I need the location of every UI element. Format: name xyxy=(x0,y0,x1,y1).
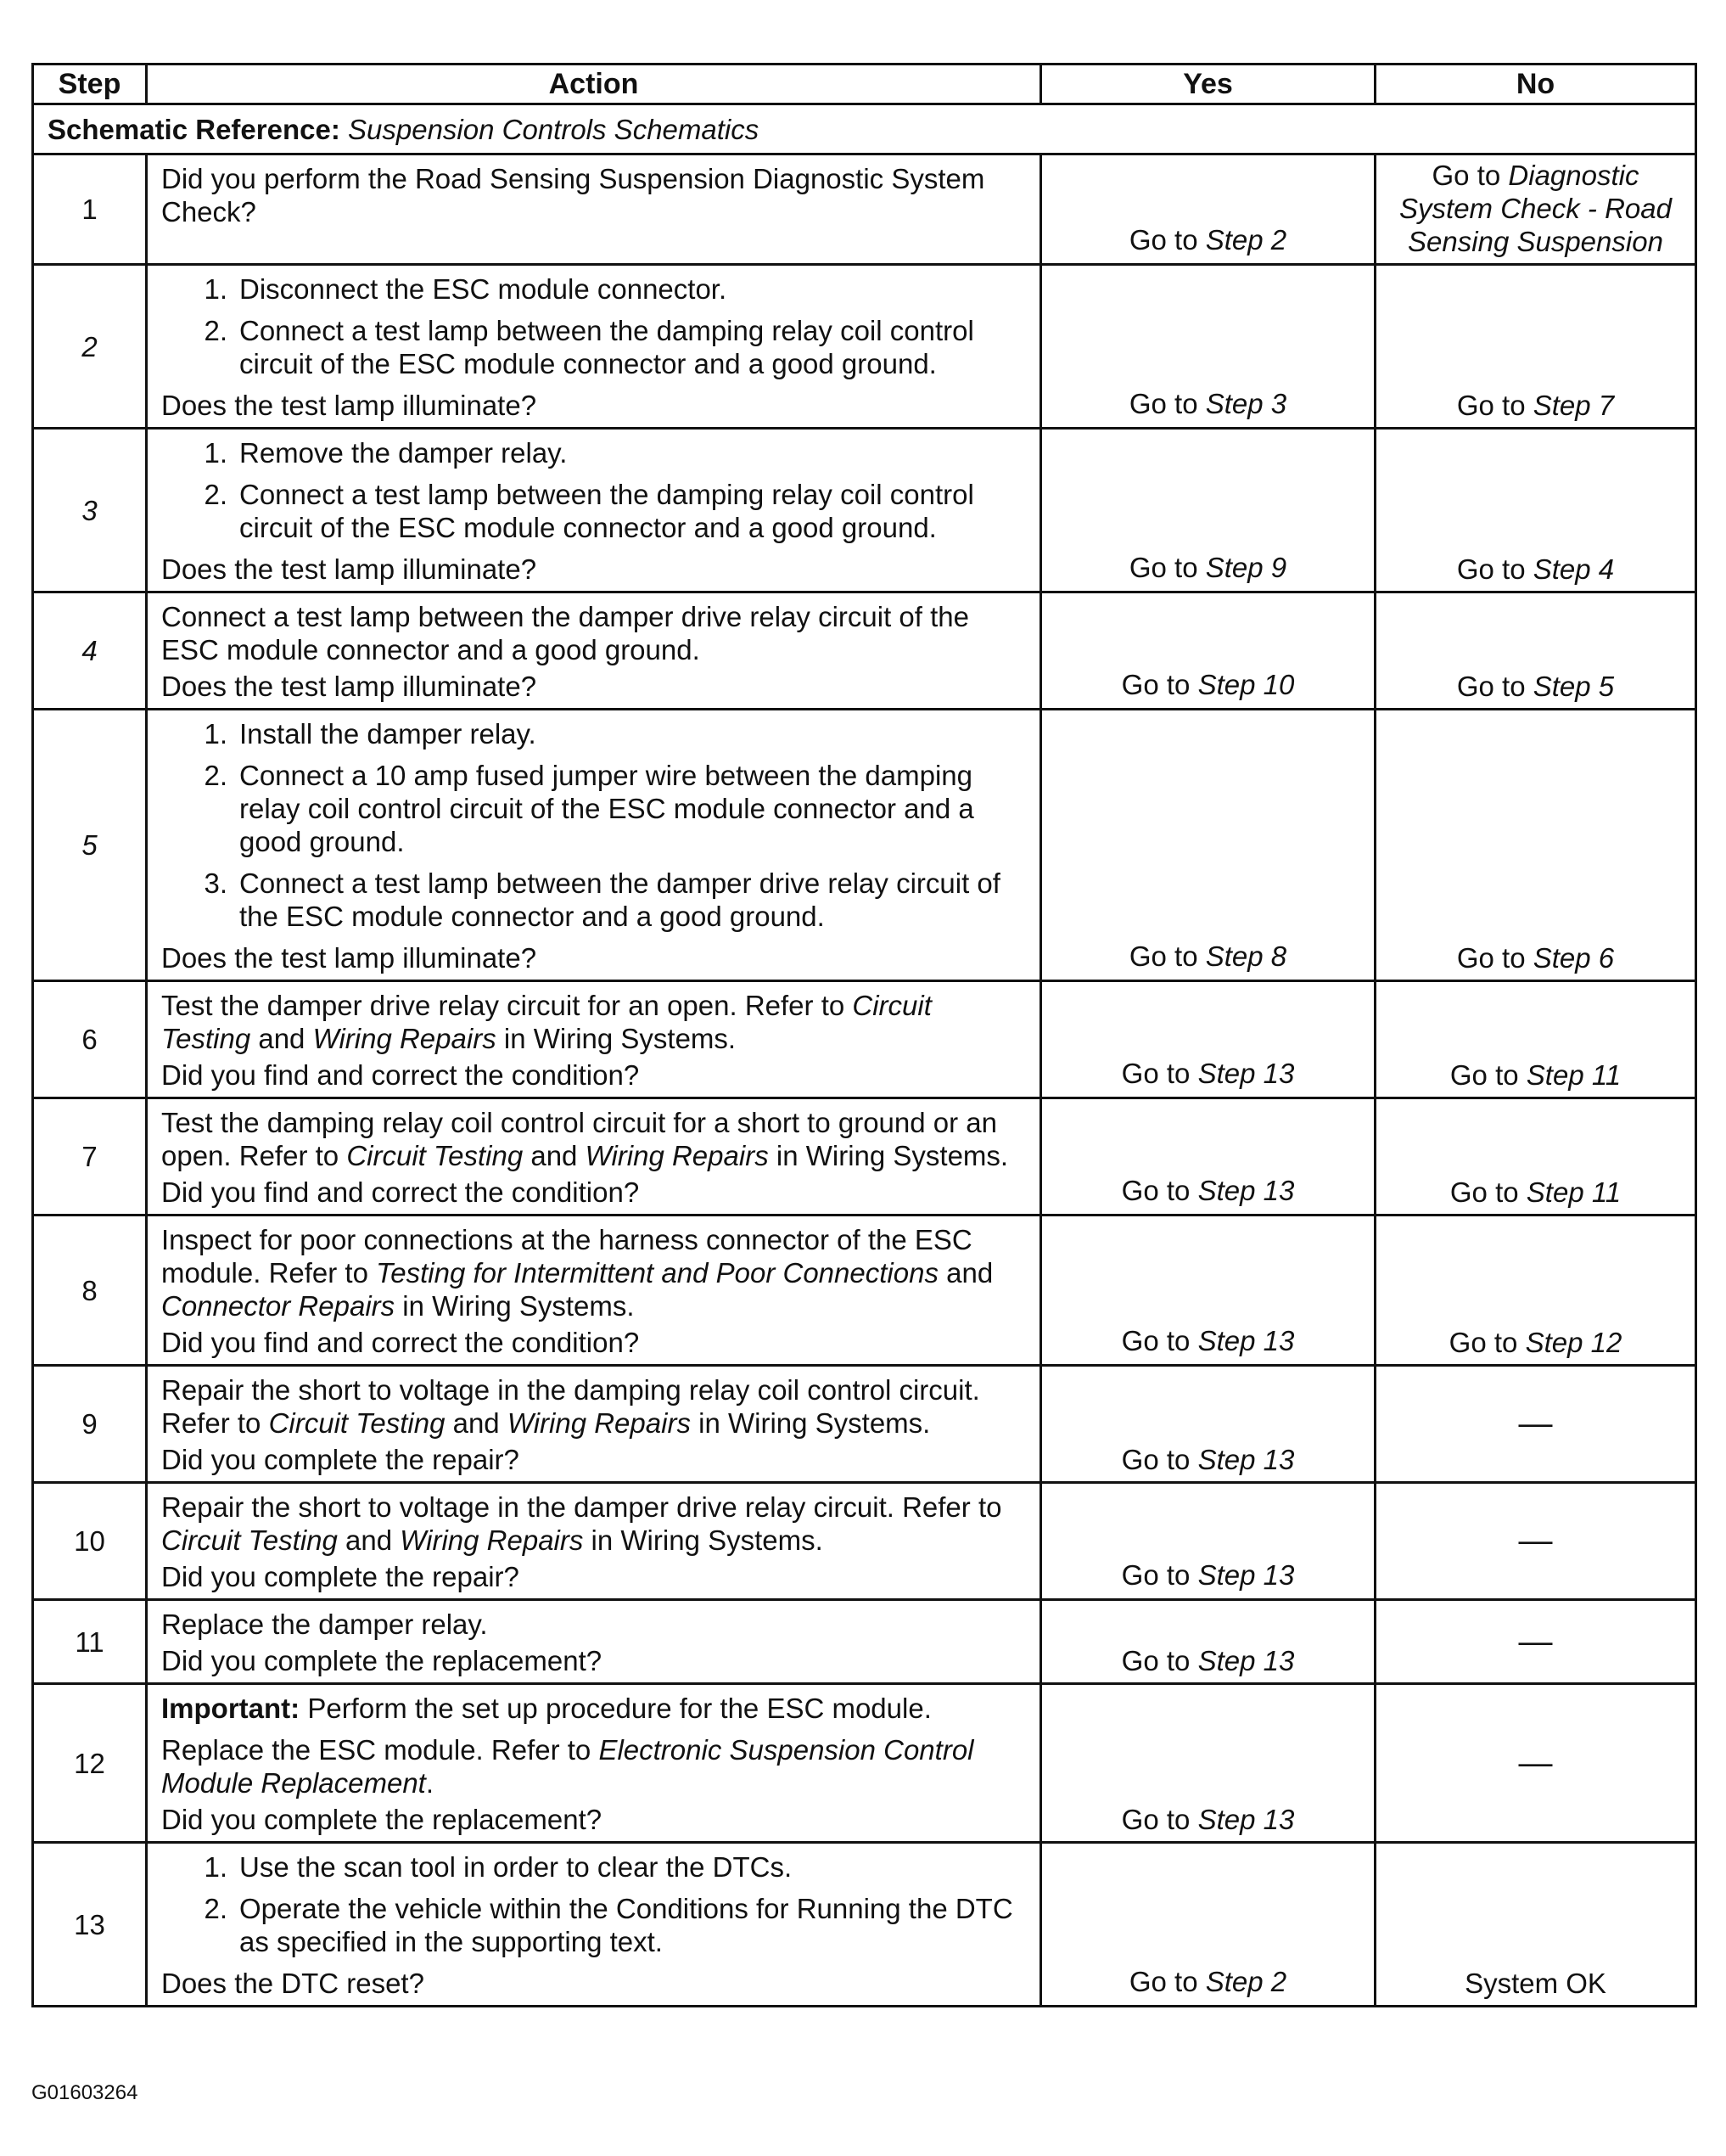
yes-text: Go to xyxy=(1129,1966,1206,1997)
table-row xyxy=(33,592,1696,710)
action-text: and xyxy=(938,1257,994,1289)
action-text: Inspect for poor connections at the harness connector of the ESC module. Refer to xyxy=(161,1224,972,1289)
list-item-text: Operate the vehicle within the Conditions for Running the DTC as specified in the supporting text. xyxy=(239,1893,1013,1957)
schematic-reference-row xyxy=(33,104,1696,154)
reference-link[interactable]: Wiring Repairs xyxy=(400,1524,584,1556)
action-text: in Wiring Systems. xyxy=(583,1524,823,1556)
list-item xyxy=(161,1850,1028,1884)
list-item xyxy=(161,867,1028,933)
yes-text: Go to xyxy=(1121,1175,1198,1206)
no-dash: — xyxy=(1518,1743,1553,1782)
step-number: 12 xyxy=(33,1684,147,1843)
yes-text: Go to xyxy=(1121,1325,1198,1356)
action-paragraph xyxy=(161,1223,1028,1322)
action-paragraph xyxy=(161,1692,1028,1725)
yes-cell xyxy=(1041,1684,1376,1843)
table-row xyxy=(33,1216,1696,1366)
action-text: Replace the ESC module. Refer to xyxy=(161,1734,599,1766)
action-cell xyxy=(147,429,1041,592)
table-row xyxy=(33,710,1696,981)
yes-step-link[interactable]: Step 10 xyxy=(1197,669,1295,700)
action-paragraph xyxy=(161,600,1028,666)
yes-text: Go to xyxy=(1121,669,1198,700)
action-question: Did you complete the repair? xyxy=(161,1561,519,1592)
action-paragraph xyxy=(161,1491,1028,1557)
list-item-text: Connect a test lamp between the damping relay coil control circuit of the ESC module connector and a good ground. xyxy=(239,479,974,543)
action-text: and xyxy=(337,1524,401,1556)
no-text: Go to xyxy=(1432,160,1509,191)
yes-cell xyxy=(1041,265,1376,429)
no-cell xyxy=(1376,592,1696,710)
action-text: . xyxy=(425,1767,434,1799)
list-item-number: 1. xyxy=(204,273,227,305)
reference-link[interactable]: Wiring Repairs xyxy=(312,1023,496,1054)
no-step-link[interactable]: Step 11 xyxy=(1526,1176,1622,1208)
no-cell xyxy=(1376,1684,1696,1843)
action-question: Does the test lamp illuminate? xyxy=(161,671,537,702)
yes-cell xyxy=(1041,1483,1376,1600)
step-number: 7 xyxy=(33,1098,147,1216)
header-step: Step xyxy=(33,65,147,104)
yes-step-link[interactable]: Step 13 xyxy=(1197,1058,1295,1089)
reference-link[interactable]: Circuit Testing xyxy=(161,1524,338,1556)
action-cell xyxy=(147,981,1041,1098)
action-paragraph xyxy=(161,1733,1028,1799)
action-paragraph xyxy=(161,162,1028,228)
table-row xyxy=(33,154,1696,265)
yes-step-link[interactable]: Step 2 xyxy=(1205,224,1287,255)
action-text: Test the damping relay coil control circuit for a short to ground or an open. Refer to xyxy=(161,1107,997,1171)
list-item-text: Install the damper relay. xyxy=(239,718,536,750)
table-row xyxy=(33,1366,1696,1483)
yes-text: Go to xyxy=(1121,1804,1198,1835)
step-number: 8 xyxy=(33,1216,147,1366)
action-steps-list xyxy=(161,1850,1028,1958)
action-question: Does the test lamp illuminate? xyxy=(161,390,537,421)
step-number: 1 xyxy=(33,154,147,265)
schematic-reference xyxy=(33,104,1696,154)
action-cell xyxy=(147,710,1041,981)
no-cell xyxy=(1376,981,1696,1098)
step-number: 6 xyxy=(33,981,147,1098)
no-text: Go to xyxy=(1456,942,1533,974)
yes-text: Go to xyxy=(1121,1058,1198,1089)
step-number: 5 xyxy=(33,710,147,981)
no-text: Go to xyxy=(1456,390,1533,421)
yes-text: Go to xyxy=(1129,224,1206,255)
action-question: Did you complete the repair? xyxy=(161,1444,519,1475)
action-steps-list xyxy=(161,717,1028,933)
list-item-number: 2. xyxy=(204,760,227,791)
yes-step-link[interactable]: Step 13 xyxy=(1197,1325,1295,1356)
step-number: 9 xyxy=(33,1366,147,1483)
schematic-reference-link[interactable]: Suspension Controls Schematics xyxy=(348,113,759,145)
yes-step-link[interactable]: Step 8 xyxy=(1205,940,1287,972)
list-item-text: Remove the damper relay. xyxy=(239,437,568,469)
list-item xyxy=(161,314,1028,380)
action-text: Connect a test lamp between the damper drive relay circuit of the ESC module connector and a good ground. xyxy=(161,601,969,665)
table-row xyxy=(33,981,1696,1098)
table-row xyxy=(33,1600,1696,1684)
action-text: in Wiring Systems. xyxy=(768,1140,1009,1171)
step-number: 11 xyxy=(33,1600,147,1684)
list-item xyxy=(161,759,1028,858)
action-cell xyxy=(147,1366,1041,1483)
list-item-text: Connect a 10 amp fused jumper wire between the damping relay coil control circuit of the ESC module connector and a good ground. xyxy=(239,760,974,857)
table-row xyxy=(33,1483,1696,1600)
action-question: Does the test lamp illuminate? xyxy=(161,553,537,585)
reference-link[interactable]: Wiring Repairs xyxy=(507,1407,691,1439)
step-number: 3 xyxy=(33,429,147,592)
reference-link[interactable]: Electronic Suspension Control Module Replacement xyxy=(161,1734,974,1799)
table-row xyxy=(33,1843,1696,2007)
yes-step-link[interactable]: Step 13 xyxy=(1197,1645,1295,1676)
no-step-link[interactable]: Step 12 xyxy=(1525,1327,1622,1358)
action-text: Test the damper drive relay circuit for an open. Refer to xyxy=(161,990,853,1021)
no-cell xyxy=(1376,1843,1696,2007)
action-cell xyxy=(147,1684,1041,1843)
yes-step-link[interactable]: Step 13 xyxy=(1197,1559,1295,1591)
list-item xyxy=(161,272,1028,306)
list-item-number: 1. xyxy=(204,1851,227,1883)
action-cell xyxy=(147,265,1041,429)
no-dash: — xyxy=(1518,1622,1553,1660)
action-text: Repair the short to voltage in the damper drive relay circuit. Refer to xyxy=(161,1491,1002,1523)
action-text: in Wiring Systems. xyxy=(690,1407,931,1439)
reference-link[interactable]: Circuit Testing xyxy=(346,1140,524,1171)
list-item-text: Use the scan tool in order to clear the DTCs. xyxy=(239,1851,793,1883)
yes-cell xyxy=(1041,1843,1376,2007)
action-paragraph xyxy=(161,989,1028,1055)
yes-cell xyxy=(1041,429,1376,592)
list-item-text: Disconnect the ESC module connector. xyxy=(239,273,727,305)
list-item xyxy=(161,478,1028,544)
no-step-link[interactable]: Step 7 xyxy=(1533,390,1615,421)
action-cell xyxy=(147,592,1041,710)
no-cell xyxy=(1376,1098,1696,1216)
action-question: Did you find and correct the condition? xyxy=(161,1176,640,1208)
action-text: in Wiring Systems. xyxy=(395,1290,635,1322)
action-cell xyxy=(147,154,1041,265)
action-question: Did you complete the replacement? xyxy=(161,1645,602,1676)
list-item-number: 1. xyxy=(204,718,227,750)
action-text: and xyxy=(445,1407,507,1439)
table-row xyxy=(33,1684,1696,1843)
list-item-number: 3. xyxy=(204,867,227,899)
diagnostic-table-container xyxy=(31,63,1695,2007)
yes-step-link[interactable]: Step 13 xyxy=(1197,1175,1295,1206)
yes-cell xyxy=(1041,1216,1376,1366)
yes-cell xyxy=(1041,981,1376,1098)
list-item xyxy=(161,717,1028,750)
list-item xyxy=(161,1892,1028,1958)
no-step-link[interactable]: Step 11 xyxy=(1526,1059,1622,1091)
action-text: in Wiring Systems. xyxy=(496,1023,737,1054)
no-step-link[interactable]: Step 5 xyxy=(1533,671,1615,702)
action-cell xyxy=(147,1483,1041,1600)
yes-step-link[interactable]: Step 13 xyxy=(1197,1804,1295,1835)
reference-link[interactable]: Wiring Repairs xyxy=(585,1140,769,1171)
no-cell xyxy=(1376,429,1696,592)
no-step-link[interactable]: Diagnostic System Check - Road Sensing Suspension xyxy=(1399,160,1672,257)
no-text: Go to xyxy=(1456,553,1533,585)
action-text: and xyxy=(250,1023,313,1054)
list-item-text: Connect a test lamp between the damping relay coil control circuit of the ESC module connector and a good ground. xyxy=(239,315,974,379)
list-item-number: 1. xyxy=(204,437,227,469)
action-cell xyxy=(147,1843,1041,2007)
table-row xyxy=(33,1098,1696,1216)
header-row xyxy=(33,65,1696,104)
yes-step-link[interactable]: Step 13 xyxy=(1197,1444,1295,1475)
yes-text: Go to xyxy=(1129,552,1206,583)
no-step-link[interactable]: Step 6 xyxy=(1533,942,1615,974)
no-step-link[interactable]: Step 4 xyxy=(1533,553,1615,585)
list-item-number: 2. xyxy=(204,1893,227,1924)
list-item-number: 2. xyxy=(204,479,227,510)
yes-text: Go to xyxy=(1129,940,1206,972)
no-text: Go to xyxy=(1449,1059,1527,1091)
action-paragraph xyxy=(161,1106,1028,1172)
action-question: Does the DTC reset? xyxy=(161,1968,424,1999)
yes-cell xyxy=(1041,592,1376,710)
yes-cell xyxy=(1041,1600,1376,1684)
action-question: Did you find and correct the condition? xyxy=(161,1327,640,1358)
yes-text: Go to xyxy=(1121,1645,1198,1676)
action-text: Did you perform the Road Sensing Suspension Diagnostic System Check? xyxy=(161,163,985,227)
yes-cell xyxy=(1041,710,1376,981)
action-steps-list xyxy=(161,436,1028,544)
figure-id: G01603264 xyxy=(31,2081,138,2104)
yes-cell xyxy=(1041,1366,1376,1483)
yes-text: Go to xyxy=(1129,388,1206,419)
list-item xyxy=(161,436,1028,469)
no-dash: — xyxy=(1518,1522,1553,1559)
table-row xyxy=(33,429,1696,592)
header-no: No xyxy=(1376,65,1696,104)
reference-link[interactable]: Connector Repairs xyxy=(161,1290,395,1322)
reference-link[interactable]: Circuit Testing xyxy=(268,1407,446,1439)
action-cell xyxy=(147,1216,1041,1366)
no-cell xyxy=(1376,1483,1696,1600)
header-yes: Yes xyxy=(1041,65,1376,104)
action-text: and xyxy=(523,1140,586,1171)
no-cell xyxy=(1376,1216,1696,1366)
yes-step-link[interactable]: Step 9 xyxy=(1205,552,1287,583)
action-steps-list xyxy=(161,272,1028,380)
no-text: Go to xyxy=(1449,1176,1527,1208)
list-item-number: 2. xyxy=(204,315,227,346)
schematic-reference-label: Schematic Reference: xyxy=(48,113,340,145)
no-dash: — xyxy=(1518,1405,1553,1442)
no-text: Go to xyxy=(1449,1327,1526,1358)
action-question: Did you find and correct the condition? xyxy=(161,1059,640,1091)
action-question: Did you complete the replacement? xyxy=(161,1804,602,1835)
no-cell xyxy=(1376,154,1696,265)
yes-step-link[interactable]: Step 3 xyxy=(1205,388,1287,419)
yes-step-link[interactable]: Step 2 xyxy=(1205,1966,1287,1997)
yes-text: Go to xyxy=(1121,1444,1198,1475)
no-cell xyxy=(1376,1366,1696,1483)
reference-link[interactable]: Circuit Testing xyxy=(161,990,932,1054)
action-question: Does the test lamp illuminate? xyxy=(161,942,537,974)
action-text: Important: xyxy=(161,1693,300,1724)
list-item-text: Connect a test lamp between the damper drive relay circuit of the ESC module connector and a good ground. xyxy=(239,867,1000,932)
step-number: 13 xyxy=(33,1843,147,2007)
step-number: 10 xyxy=(33,1483,147,1600)
action-paragraph xyxy=(161,1373,1028,1440)
action-cell xyxy=(147,1600,1041,1684)
step-number: 4 xyxy=(33,592,147,710)
yes-cell xyxy=(1041,154,1376,265)
step-number: 2 xyxy=(33,265,147,429)
diagnostic-table xyxy=(31,63,1697,2007)
action-text: Replace the damper relay. xyxy=(161,1609,488,1640)
no-cell xyxy=(1376,710,1696,981)
no-cell xyxy=(1376,1600,1696,1684)
reference-link[interactable]: Testing for Intermittent and Poor Connections xyxy=(376,1257,939,1289)
no-text: System OK xyxy=(1465,1968,1606,1999)
table-row xyxy=(33,265,1696,429)
no-cell xyxy=(1376,265,1696,429)
action-text: Repair the short to voltage in the damping relay coil control circuit. Refer to xyxy=(161,1374,980,1439)
action-paragraph xyxy=(161,1608,1028,1641)
action-text: Perform the set up procedure for the ESC module. xyxy=(300,1693,932,1724)
yes-text: Go to xyxy=(1121,1559,1198,1591)
action-cell xyxy=(147,1098,1041,1216)
header-action: Action xyxy=(147,65,1041,104)
yes-cell xyxy=(1041,1098,1376,1216)
no-text: Go to xyxy=(1456,671,1533,702)
